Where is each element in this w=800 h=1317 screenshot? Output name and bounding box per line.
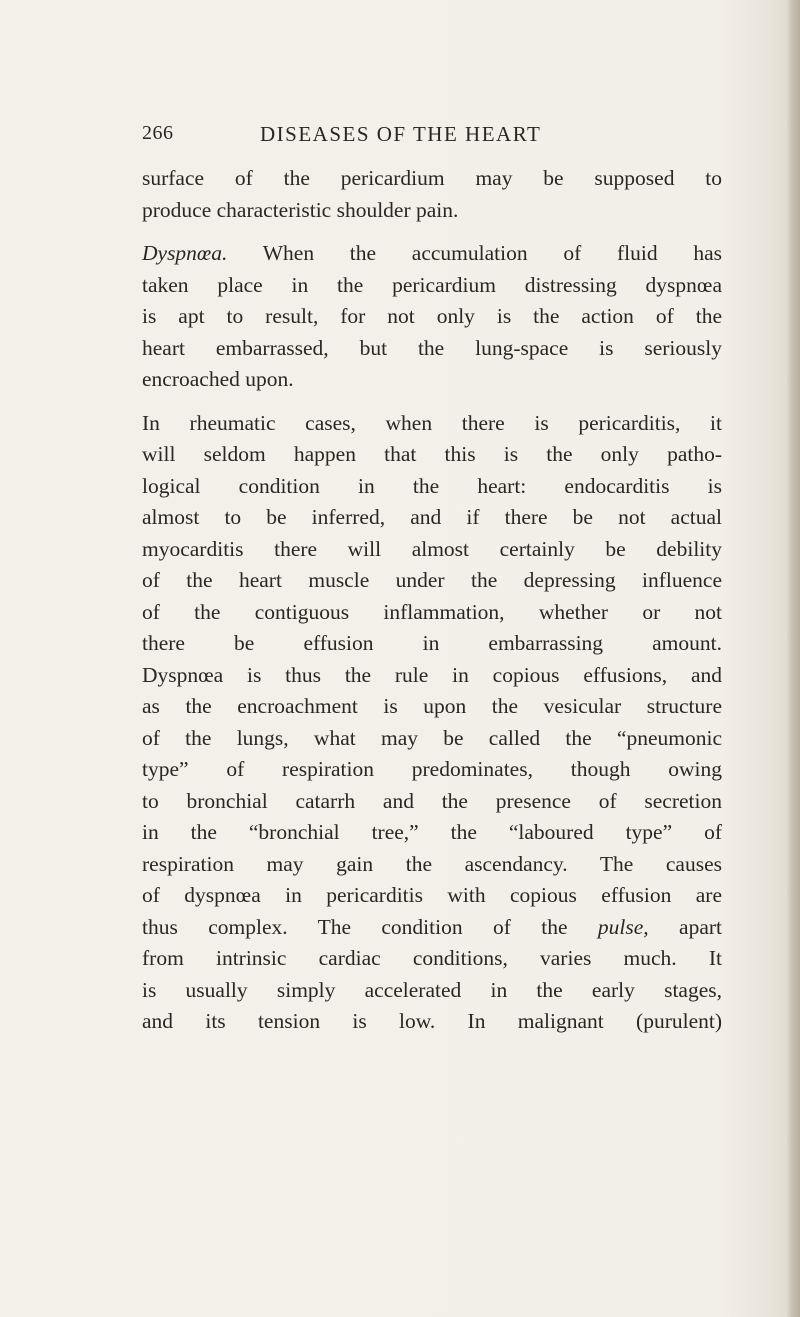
text-line: is usually simply accelerated in the early stages,	[142, 977, 722, 1002]
text-fragment: When the accumulation of fluid has	[227, 241, 722, 265]
page-edge-shadow	[786, 0, 800, 1317]
page-header	[142, 122, 702, 152]
text-fragment: apart	[648, 914, 722, 939]
running-title: DISEASES OF THE HEART	[260, 122, 542, 146]
pulse-italic: pulse,	[597, 914, 649, 939]
text-line: from intrinsic cardiac conditions, varies much. It	[142, 946, 722, 970]
text-line	[142, 912, 722, 944]
text-fragment: thus complex. The condition of the	[142, 914, 598, 939]
text-line	[142, 238, 722, 270]
text-line: surface of the pericardium may be supposed to	[142, 166, 722, 190]
text-line: In rheumatic cases, when there is pericarditis, it	[142, 410, 722, 435]
text-line: will seldom happen that this is the only patho-	[142, 442, 722, 466]
text-line: Dyspnœa is thus the rule in copious effusions, and	[142, 662, 722, 687]
text-line: produce characteristic shoulder pain.	[142, 197, 459, 222]
text-line: heart embarrassed, but the lung-space is seriously	[142, 335, 722, 360]
text-line: myocarditis there will almost certainly be debility	[142, 536, 722, 561]
section-lead-italic: Dyspnœa.	[142, 241, 228, 265]
text-line: of the lungs, what may be called the “pneumonic	[142, 725, 722, 750]
paragraph-gap	[142, 396, 722, 408]
text-line: there be effusion in embarrassing amount.	[142, 631, 722, 655]
text-line: of dyspnœa in pericarditis with copious effusion are	[142, 883, 722, 907]
text-line: of the heart muscle under the depressing influence	[142, 568, 722, 592]
text-line: almost to be inferred, and if there be not actual	[142, 505, 722, 529]
body-text	[142, 163, 722, 1038]
text-line: respiration may gain the ascendancy. The causes	[142, 851, 722, 876]
paragraph-gap	[142, 226, 722, 238]
text-line: type” of respiration predominates, though owing	[142, 757, 722, 781]
text-line: logical condition in the heart: endocarditis is	[142, 473, 722, 498]
text-line: of the contiguous inflammation, whether or not	[142, 599, 722, 624]
text-line: is apt to result, for not only is the action of the	[142, 304, 722, 328]
page-number: 266	[142, 122, 174, 144]
text-line: encroached upon.	[142, 367, 294, 391]
text-line: taken place in the pericardium distressing dyspnœa	[142, 272, 722, 297]
text-line: in the “bronchial tree,” the “laboured type” of	[142, 820, 722, 844]
text-line: as the encroachment is upon the vesicular structure	[142, 694, 722, 718]
text-line: and its tension is low. In malignant (purulent)	[142, 1009, 722, 1033]
text-line: to bronchial catarrh and the presence of secretion	[142, 788, 722, 813]
